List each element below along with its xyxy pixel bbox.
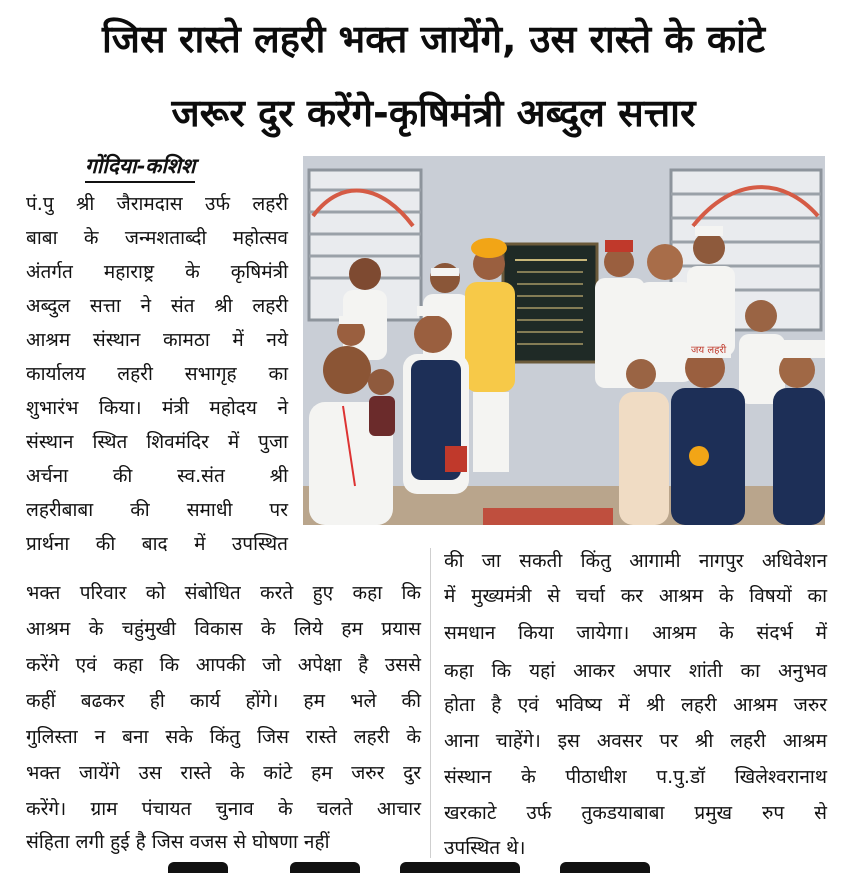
article-line: लहरीबाबा की समाधी पर [26,499,288,521]
article-line: अर्चना की स्व.संत श्री [26,465,288,487]
article-line: कार्यालय लहरी सभागृह का [26,363,288,385]
article-line: कहा कि यहां आकर अपार शांती का अनुभव [444,660,827,682]
headline-line-1: जिस रास्ते लहरी भक्त जायेंगे, उस रास्ते के कांटे [101,17,766,61]
rangoli [483,508,613,525]
article-line: पं.पु श्री जैरामदास उर्फ लहरी [26,193,288,215]
article-line: होता है एवं भविष्य में श्री लहरी आश्रम जरुर [444,694,827,716]
article-line: उपस्थित थे। [444,837,526,859]
next-headline-cutoff [0,862,867,873]
headline-line-2: जरूर दुर करेंगे-कृषिमंत्री अब्दुल सत्तार [171,91,696,135]
article-line: संस्थान स्थित शिवमंदिर में पुजा [26,431,288,453]
article-line: प्रार्थना की बाद में उपस्थित [26,533,288,555]
article-line: खरकाटे उर्फ तुकडयाबाबा प्रमुख रुप से [444,802,827,824]
article-line: आश्रम संस्थान कामठा में नये [26,329,288,351]
person-woman-left [368,369,395,436]
article-line: भक्त परिवार को संबोधित करते हुए कहा कि [26,582,421,604]
article-line: बाबा के जन्मशताब्दी महोत्सव [26,227,288,249]
article-line: कहीं बढकर ही कार्य होंगे। हम भले की [26,690,421,712]
article-line: गुलिस्ता न बना सके किंतु जिस रास्ते लहरी के [26,726,421,748]
article-line: की जा सकती किंतु आगामी नागपुर अधिवेशन [444,550,827,572]
article-line: भक्त जायेंगे उस रास्ते के कांटे हम जरुर दुर [26,762,421,784]
event-photo-illustration [303,156,825,525]
event-photo [303,156,825,525]
article-line: अंतर्गत महाराष्ट्र के कृषिमंत्री [26,261,288,283]
article-line: करेंगे। ग्राम पंचायत चुनाव के चलते आचार [26,798,421,820]
article-line: आश्रम के चहुंमुखी विकास के लिये हम प्रयास [26,618,421,640]
article-line: अब्दुल सत्ता ने संत श्री लहरी [26,295,288,317]
column-rule [430,548,431,858]
dateline: गोंदिया-कशिश [85,152,195,183]
inauguration-plaque [503,244,597,362]
article-line: समधान किया जायेगा। आश्रम के संदर्भ में [444,622,827,644]
article-line: संस्थान के पीठाधीश प.पु.डॉ खिलेश्वरानाथ [444,766,827,788]
person-glasses [337,316,365,346]
article-line: आना चाहेंगे। इस अवसर पर श्री लहरी आश्रम [444,730,827,752]
cap-text: जय लहरी [691,345,727,356]
article-line: शुभारंभ किया। मंत्री महोदय ने [26,397,288,419]
article-line: संहिता लगी हुई है जिस वजस से घोषणा नहीं [26,831,330,853]
article-line: करेंगे एवं कहा कि आपकी जो अपेक्षा है उससे [26,654,421,676]
article-line: में मुख्यमंत्री से चर्चा कर आश्रम के विषयों का [444,585,827,607]
